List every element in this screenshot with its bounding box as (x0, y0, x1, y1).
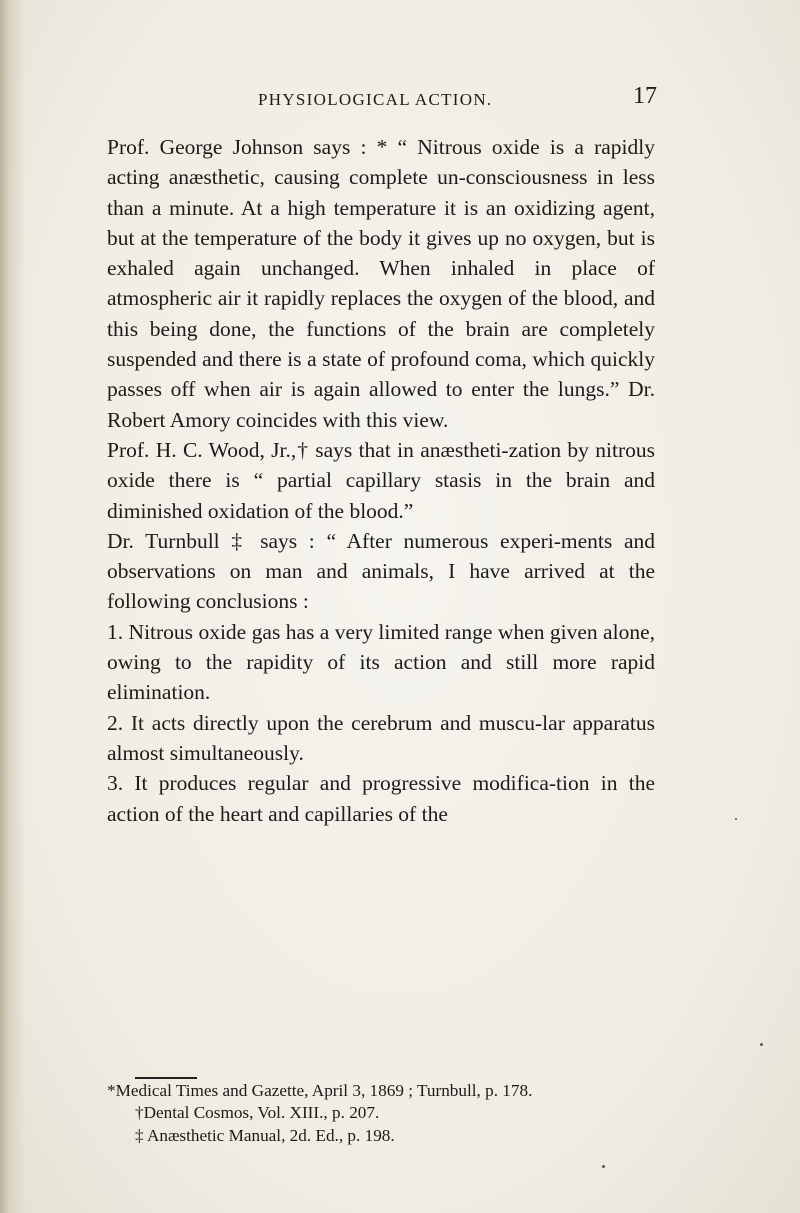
paper-speck (760, 1043, 763, 1046)
conclusion-2: 2. It acts directly upon the cerebrum and muscu-lar apparatus almost simultaneously. (107, 710, 655, 765)
footnote-medical-times: *Medical Times and Gazette, April 3, 1869 ; Turnbull, p. 178. (107, 1081, 533, 1100)
body-text (107, 132, 655, 829)
footnote-rule (135, 1077, 197, 1079)
paragraph-turnbull: Dr. Turnbull ‡ says : “ After numerous experi-ments and observations on man and animals, I have arrived at the following conclusions : (107, 528, 655, 614)
paper-speck (602, 1165, 605, 1168)
page-header (0, 80, 800, 116)
running-head: PHYSIOLOGICAL ACTION. (258, 90, 493, 109)
conclusion-3: 3. It produces regular and progressive modifica-tion in the action of the heart and capillaries of the (107, 771, 655, 826)
footnote-anaesthetic-manual: ‡ Anæsthetic Manual, 2d. Ed., p. 198. (135, 1125, 395, 1145)
spine-shadow (0, 0, 26, 1213)
paragraph-johnson: Prof. George Johnson says : * “ Nitrous oxide is a rapidly acting anæsthetic, causing complete un-consciousness in less than a minute. At a high temperature it is an oxidizing agent, but at the temperature of the body it gives up no oxygen, but is exhaled again unchanged. When inhaled in place of atmospheric air it rapidly replaces the oxygen of the blood, and this being done, the functions of the brain are completely suspended and there is a state of profound coma, which quickly passes off when air is again allowed to enter the lungs.” Dr. Robert Amory coincides with this view. (107, 135, 655, 432)
paragraph-wood: Prof. H. C. Wood, Jr.,† says that in anæstheti-zation by nitrous oxide there is “ partial capillary stasis in the brain and diminished oxidation of the blood.” (107, 437, 655, 523)
conclusion-1: 1. Nitrous oxide gas has a very limited range when given alone, owing to the rapidity of its action and still more rapid elimination. (107, 619, 655, 705)
page-number: 17 (633, 83, 657, 109)
paper-speck (735, 818, 737, 820)
footnote-dental-cosmos: †Dental Cosmos, Vol. XIII., p. 207. (135, 1103, 380, 1123)
footnotes (107, 1080, 655, 1147)
